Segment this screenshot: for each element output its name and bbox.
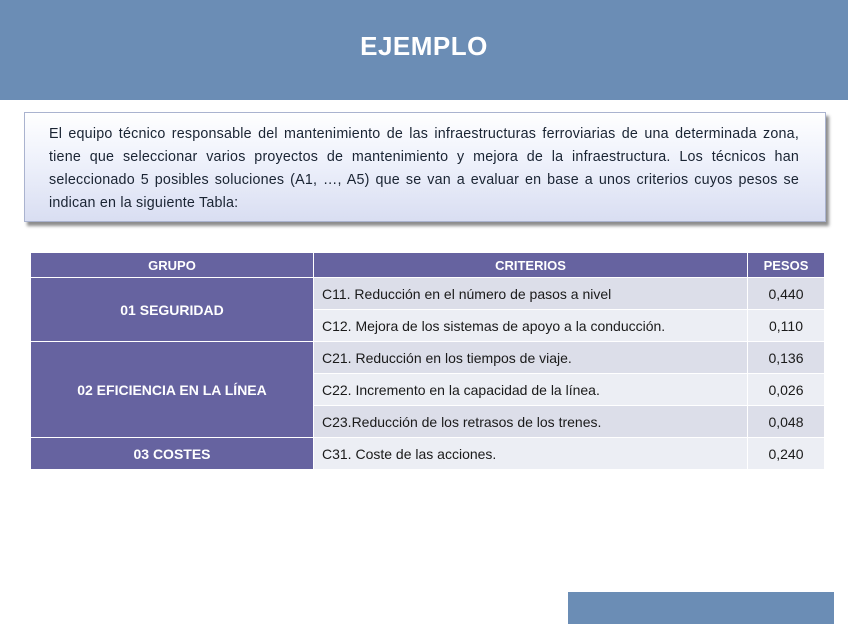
header-banner	[0, 0, 848, 100]
criterio-c31: C31. Coste de las acciones.	[314, 438, 748, 470]
criterio-c23: C23.Reducción de los retrasos de los trenes.	[314, 406, 748, 438]
table-header-row	[31, 253, 825, 278]
peso-c23: 0,048	[748, 406, 825, 438]
criteria-table	[30, 252, 825, 470]
peso-c11: 0,440	[748, 278, 825, 310]
table-row	[31, 342, 825, 374]
group-costes: 03 COSTES	[31, 438, 314, 470]
peso-c31: 0,240	[748, 438, 825, 470]
footer-bar	[568, 592, 834, 624]
header-criterios: CRITERIOS	[314, 253, 748, 278]
page-title: EJEMPLO	[360, 30, 488, 61]
intro-text: El equipo técnico responsable del mantenimiento de las infraestructuras ferroviarias de una determinada zona, tiene que seleccionar varios proyectos de mantenimiento y mejora de la infraestructura. Los técnicos han seleccionado 5 posibles soluciones (A1, …, A5) que se van a evaluar en base a unos criterios cuyos pesos se indican en la siguiente Tabla:	[49, 126, 799, 211]
criterio-c12: C12. Mejora de los sistemas de apoyo a la conducción.	[314, 310, 748, 342]
header-pesos: PESOS	[748, 253, 825, 278]
group-seguridad: 01 SEGURIDAD	[31, 278, 314, 342]
intro-textbox	[24, 112, 826, 222]
group-eficiencia: 02 EFICIENCIA EN LA LÍNEA	[31, 342, 314, 438]
table-row	[31, 438, 825, 470]
criterio-c11: C11. Reducción en el número de pasos a nivel	[314, 278, 748, 310]
header-grupo: GRUPO	[31, 253, 314, 278]
peso-c12: 0,110	[748, 310, 825, 342]
criterio-c22: C22. Incremento en la capacidad de la línea.	[314, 374, 748, 406]
criterio-c21: C21. Reducción en los tiempos de viaje.	[314, 342, 748, 374]
peso-c21: 0,136	[748, 342, 825, 374]
table-row	[31, 278, 825, 310]
peso-c22: 0,026	[748, 374, 825, 406]
